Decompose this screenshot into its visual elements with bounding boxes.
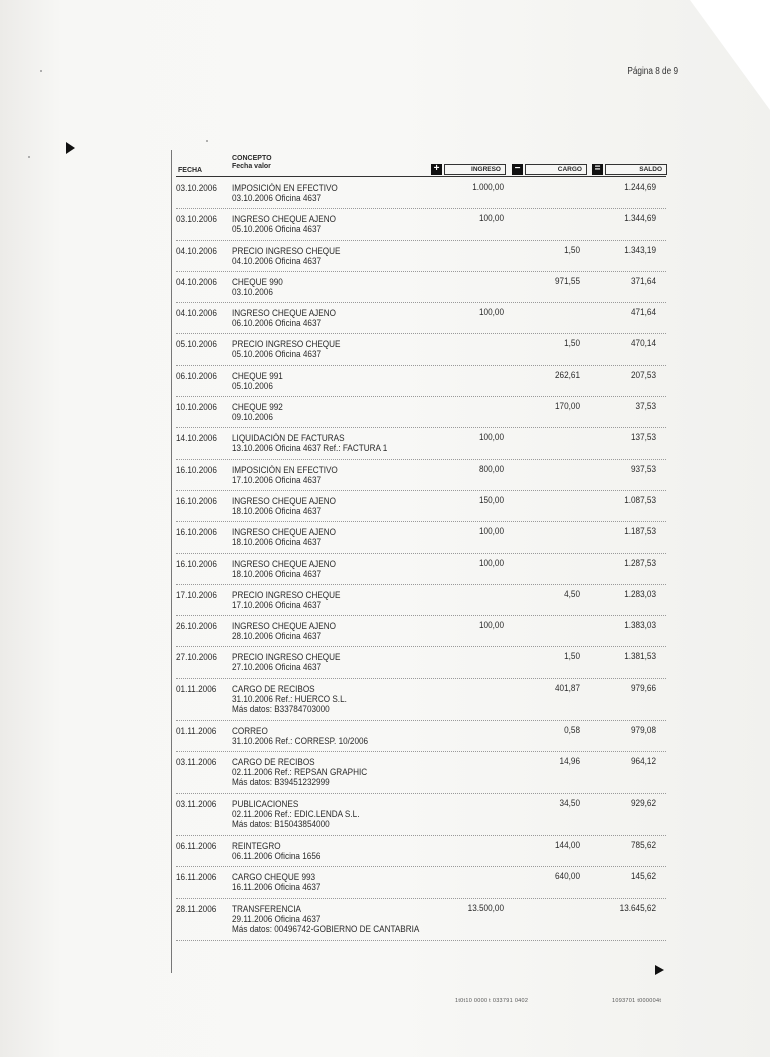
row-concepto-detail: 16.11.2006 Oficina 4637 xyxy=(232,882,321,894)
row-concepto xyxy=(232,528,456,548)
row-saldo: 1.287,53 xyxy=(624,557,656,569)
row-concepto-detail: 09.10.2006 xyxy=(232,412,273,424)
header-ingreso: INGRESO xyxy=(444,164,506,175)
row-concepto-detail: 05.10.2006 xyxy=(232,380,273,392)
row-ingreso: 100,00 xyxy=(479,432,504,444)
row-cargo: 401,87 xyxy=(555,682,580,694)
row-concepto xyxy=(232,622,456,642)
row-saldo: 964,12 xyxy=(631,756,656,768)
row-concepto-title: CARGO CHEQUE 993 xyxy=(232,872,316,884)
table-row xyxy=(176,460,666,491)
row-concepto-title: INGRESO CHEQUE AJENO xyxy=(232,308,336,320)
folded-corner xyxy=(690,0,770,110)
row-concepto-title: PRECIO INGRESO CHEQUE xyxy=(232,245,341,257)
table-row xyxy=(176,397,666,428)
row-cargo: 170,00 xyxy=(555,401,580,413)
footer-code-left: 1t0t10 0000 t 033791 0402 xyxy=(455,998,529,1004)
row-saldo: 979,08 xyxy=(631,724,656,736)
row-concepto-title: CHEQUE 990 xyxy=(232,276,283,288)
arrow-marker-icon xyxy=(66,142,75,154)
row-fecha: 06.11.2006 xyxy=(176,841,217,853)
scan-speck xyxy=(40,70,42,72)
row-fecha: 03.10.2006 xyxy=(176,214,217,226)
row-concepto-title: INGRESO CHEQUE AJENO xyxy=(232,214,336,226)
row-concepto-title: INGRESO CHEQUE AJENO xyxy=(232,621,336,633)
row-concepto-title: IMPOSICIÓN EN EFECTIVO xyxy=(232,183,338,194)
row-fecha: 03.11.2006 xyxy=(176,799,217,811)
row-ingreso: 100,00 xyxy=(479,213,504,225)
row-saldo: 929,62 xyxy=(631,798,656,810)
row-concepto-detail: 31.10.2006 Ref.: HUERCO S.L. xyxy=(232,693,347,705)
row-concepto-detail: 18.10.2006 Oficina 4637 xyxy=(232,537,322,549)
row-saldo: 145,62 xyxy=(631,871,656,883)
row-concepto xyxy=(232,842,456,862)
row-saldo: 1.343,19 xyxy=(624,244,656,256)
row-concepto xyxy=(232,873,456,893)
table-row xyxy=(176,752,666,794)
row-concepto xyxy=(232,184,456,204)
row-ingreso: 100,00 xyxy=(479,557,504,569)
row-concepto-title: LIQUIDACIÓN DE FACTURAS xyxy=(232,433,345,445)
row-fecha: 03.11.2006 xyxy=(176,757,217,769)
row-concepto xyxy=(232,247,456,267)
row-cargo: 144,00 xyxy=(555,840,580,852)
row-fecha: 26.10.2006 xyxy=(176,621,217,633)
next-page-arrow-icon xyxy=(655,965,664,975)
row-saldo: 137,53 xyxy=(631,432,656,444)
row-concepto xyxy=(232,340,456,360)
row-fecha: 05.10.2006 xyxy=(176,339,217,351)
row-concepto-title: INGRESO CHEQUE AJENO xyxy=(232,527,336,539)
row-saldo: 1.283,03 xyxy=(624,588,656,600)
row-cargo: 0,58 xyxy=(564,724,580,736)
row-concepto xyxy=(232,685,456,715)
row-fecha: 28.11.2006 xyxy=(176,903,217,915)
scan-speck xyxy=(28,156,30,158)
header-cargo: CARGO xyxy=(525,164,587,175)
table-row xyxy=(176,585,666,616)
row-fecha: 27.10.2006 xyxy=(176,652,217,664)
row-concepto-detail: Más datos: B33784703000 xyxy=(232,703,330,715)
row-fecha: 01.11.2006 xyxy=(176,725,217,737)
row-ingreso: 13.500,00 xyxy=(467,902,504,914)
row-concepto-detail: 13.10.2006 Oficina 4637 Ref.: FACTURA 1 xyxy=(232,443,388,455)
row-concepto-detail: 28.10.2006 Oficina 4637 xyxy=(232,631,322,643)
row-concepto-title: IMPOSICIÓN EN EFECTIVO xyxy=(232,464,338,476)
row-concepto-title: CHEQUE 991 xyxy=(232,370,283,382)
table-row xyxy=(176,867,666,898)
row-saldo: 207,53 xyxy=(631,369,656,381)
row-concepto-detail: 31.10.2006 Ref.: CORRESP. 10/2006 xyxy=(232,735,369,747)
header-fecha: FECHA xyxy=(178,167,203,174)
row-concepto-detail: 17.10.2006 Oficina 4637 xyxy=(232,474,322,486)
row-concepto-detail: 04.10.2006 Oficina 4637 xyxy=(232,255,322,267)
row-fecha: 01.11.2006 xyxy=(176,683,217,695)
row-fecha: 10.10.2006 xyxy=(176,402,217,414)
header-saldo: SALDO xyxy=(605,164,667,175)
row-saldo: 937,53 xyxy=(631,463,656,475)
row-concepto-detail: 18.10.2006 Oficina 4637 xyxy=(232,568,322,580)
row-saldo: 13.645,62 xyxy=(619,902,656,914)
table-row xyxy=(176,303,666,334)
row-concepto-detail: 27.10.2006 Oficina 4637 xyxy=(232,662,322,674)
row-saldo: 1.087,53 xyxy=(624,494,656,506)
minus-icon: − xyxy=(512,164,523,175)
table-row xyxy=(176,209,666,240)
row-fecha: 16.10.2006 xyxy=(176,558,217,570)
row-ingreso: 1.000,00 xyxy=(472,182,504,193)
table-row xyxy=(176,272,666,303)
table-row xyxy=(176,616,666,647)
row-concepto-detail: 17.10.2006 Oficina 4637 xyxy=(232,599,322,611)
table-row xyxy=(176,679,666,721)
row-concepto-detail: Más datos: B39451232999 xyxy=(232,777,330,789)
row-fecha: 03.10.2006 xyxy=(176,183,217,194)
row-cargo: 262,61 xyxy=(555,369,580,381)
footer-code-right: 1093701 t000004t xyxy=(612,998,662,1004)
row-ingreso: 800,00 xyxy=(479,463,504,475)
row-concepto xyxy=(232,278,456,298)
row-concepto xyxy=(232,758,456,788)
row-ingreso: 100,00 xyxy=(479,526,504,538)
row-concepto xyxy=(232,560,456,580)
row-concepto-title: REINTEGRO xyxy=(232,841,281,853)
row-cargo: 640,00 xyxy=(555,871,580,883)
row-concepto-title: CARGO DE RECIBOS xyxy=(232,683,315,695)
row-cargo: 1,50 xyxy=(564,244,580,256)
table-row xyxy=(176,334,666,365)
row-saldo: 1.383,03 xyxy=(624,620,656,632)
table-header xyxy=(176,155,666,177)
table-row xyxy=(176,241,666,272)
row-concepto-detail: 02.11.2006 Ref.: REPSAN GRAPHIC xyxy=(232,767,368,779)
row-concepto xyxy=(232,215,456,235)
row-concepto-detail: 18.10.2006 Oficina 4637 xyxy=(232,505,322,517)
row-concepto xyxy=(232,372,456,392)
row-concepto-detail: 03.10.2006 Oficina 4637 xyxy=(232,193,322,204)
row-saldo: 785,62 xyxy=(631,840,656,852)
row-concepto-title: PRECIO INGRESO CHEQUE xyxy=(232,652,341,664)
header-concepto-label: CONCEPTO xyxy=(232,155,272,162)
row-fecha: 04.10.2006 xyxy=(176,276,217,288)
row-fecha: 16.10.2006 xyxy=(176,464,217,476)
row-concepto-detail: 29.11.2006 Oficina 4637 xyxy=(232,913,321,925)
row-saldo: 1.244,69 xyxy=(624,182,656,193)
row-saldo: 471,64 xyxy=(631,307,656,319)
equals-icon: = xyxy=(592,164,603,175)
row-saldo: 1.344,69 xyxy=(624,213,656,225)
row-concepto-detail: Más datos: 00496742-GOBIERNO DE CANTABRIA xyxy=(232,923,420,935)
header-fecha-valor-label: Fecha valor xyxy=(232,163,271,170)
row-concepto-detail: Más datos: B15043854000 xyxy=(232,819,330,831)
row-concepto xyxy=(232,434,456,454)
row-concepto-detail: 06.10.2006 Oficina 4637 xyxy=(232,318,322,330)
table-row xyxy=(176,554,666,585)
row-fecha: 04.10.2006 xyxy=(176,245,217,257)
row-concepto-title: CORREO xyxy=(232,725,268,737)
row-saldo: 470,14 xyxy=(631,338,656,350)
row-concepto-title: PRECIO INGRESO CHEQUE xyxy=(232,339,341,351)
row-fecha: 16.10.2006 xyxy=(176,495,217,507)
row-concepto xyxy=(232,403,456,423)
row-saldo: 371,64 xyxy=(631,275,656,287)
row-fecha: 06.10.2006 xyxy=(176,370,217,382)
table-row xyxy=(176,522,666,553)
table-row xyxy=(176,178,666,209)
row-cargo: 14,96 xyxy=(559,756,580,768)
row-saldo: 1.381,53 xyxy=(624,651,656,663)
row-cargo: 1,50 xyxy=(564,338,580,350)
row-ingreso: 100,00 xyxy=(479,307,504,319)
row-concepto xyxy=(232,653,456,673)
row-saldo: 979,66 xyxy=(631,682,656,694)
transactions-table xyxy=(176,178,666,941)
row-concepto-title: TRANSFERENCIA xyxy=(232,903,302,915)
table-row xyxy=(176,721,666,752)
row-fecha: 04.10.2006 xyxy=(176,308,217,320)
row-concepto xyxy=(232,591,456,611)
row-saldo: 1.187,53 xyxy=(624,526,656,538)
row-cargo: 4,50 xyxy=(564,588,580,600)
row-fecha: 14.10.2006 xyxy=(176,433,217,445)
row-concepto-detail: 02.11.2006 Ref.: EDIC.LENDA S.L. xyxy=(232,809,360,821)
table-row xyxy=(176,647,666,678)
row-saldo: 37,53 xyxy=(635,401,656,413)
margin-line xyxy=(171,150,172,973)
row-cargo: 34,50 xyxy=(559,798,580,810)
header-concepto xyxy=(232,155,272,171)
row-concepto-title: INGRESO CHEQUE AJENO xyxy=(232,495,336,507)
row-concepto-title: CHEQUE 992 xyxy=(232,402,283,414)
row-concepto-detail: 03.10.2006 xyxy=(232,286,273,298)
row-concepto-detail: 05.10.2006 Oficina 4637 xyxy=(232,224,322,236)
row-fecha: 16.10.2006 xyxy=(176,527,217,539)
table-row xyxy=(176,491,666,522)
row-concepto-title: PUBLICACIONES xyxy=(232,799,299,811)
row-ingreso: 100,00 xyxy=(479,620,504,632)
row-concepto-detail: 06.11.2006 Oficina 1656 xyxy=(232,851,321,863)
plus-icon: + xyxy=(431,164,442,175)
row-concepto-title: CARGO DE RECIBOS xyxy=(232,757,315,769)
row-concepto-title: INGRESO CHEQUE AJENO xyxy=(232,558,336,570)
table-row xyxy=(176,366,666,397)
row-cargo: 971,55 xyxy=(555,275,580,287)
table-row xyxy=(176,836,666,867)
scan-speck xyxy=(206,140,208,142)
table-row xyxy=(176,899,666,941)
row-ingreso: 150,00 xyxy=(479,494,504,506)
row-concepto xyxy=(232,800,456,830)
row-cargo: 1,50 xyxy=(564,651,580,663)
row-concepto-detail: 05.10.2006 Oficina 4637 xyxy=(232,349,322,361)
row-concepto xyxy=(232,466,456,486)
row-concepto-title: PRECIO INGRESO CHEQUE xyxy=(232,589,341,601)
page-number: Página 8 de 9 xyxy=(627,66,678,77)
table-row xyxy=(176,428,666,459)
row-concepto xyxy=(232,905,456,935)
table-row xyxy=(176,794,666,836)
row-concepto xyxy=(232,727,456,747)
row-fecha: 17.10.2006 xyxy=(176,589,217,601)
row-concepto xyxy=(232,309,456,329)
row-fecha: 16.11.2006 xyxy=(176,872,217,884)
row-concepto xyxy=(232,497,456,517)
